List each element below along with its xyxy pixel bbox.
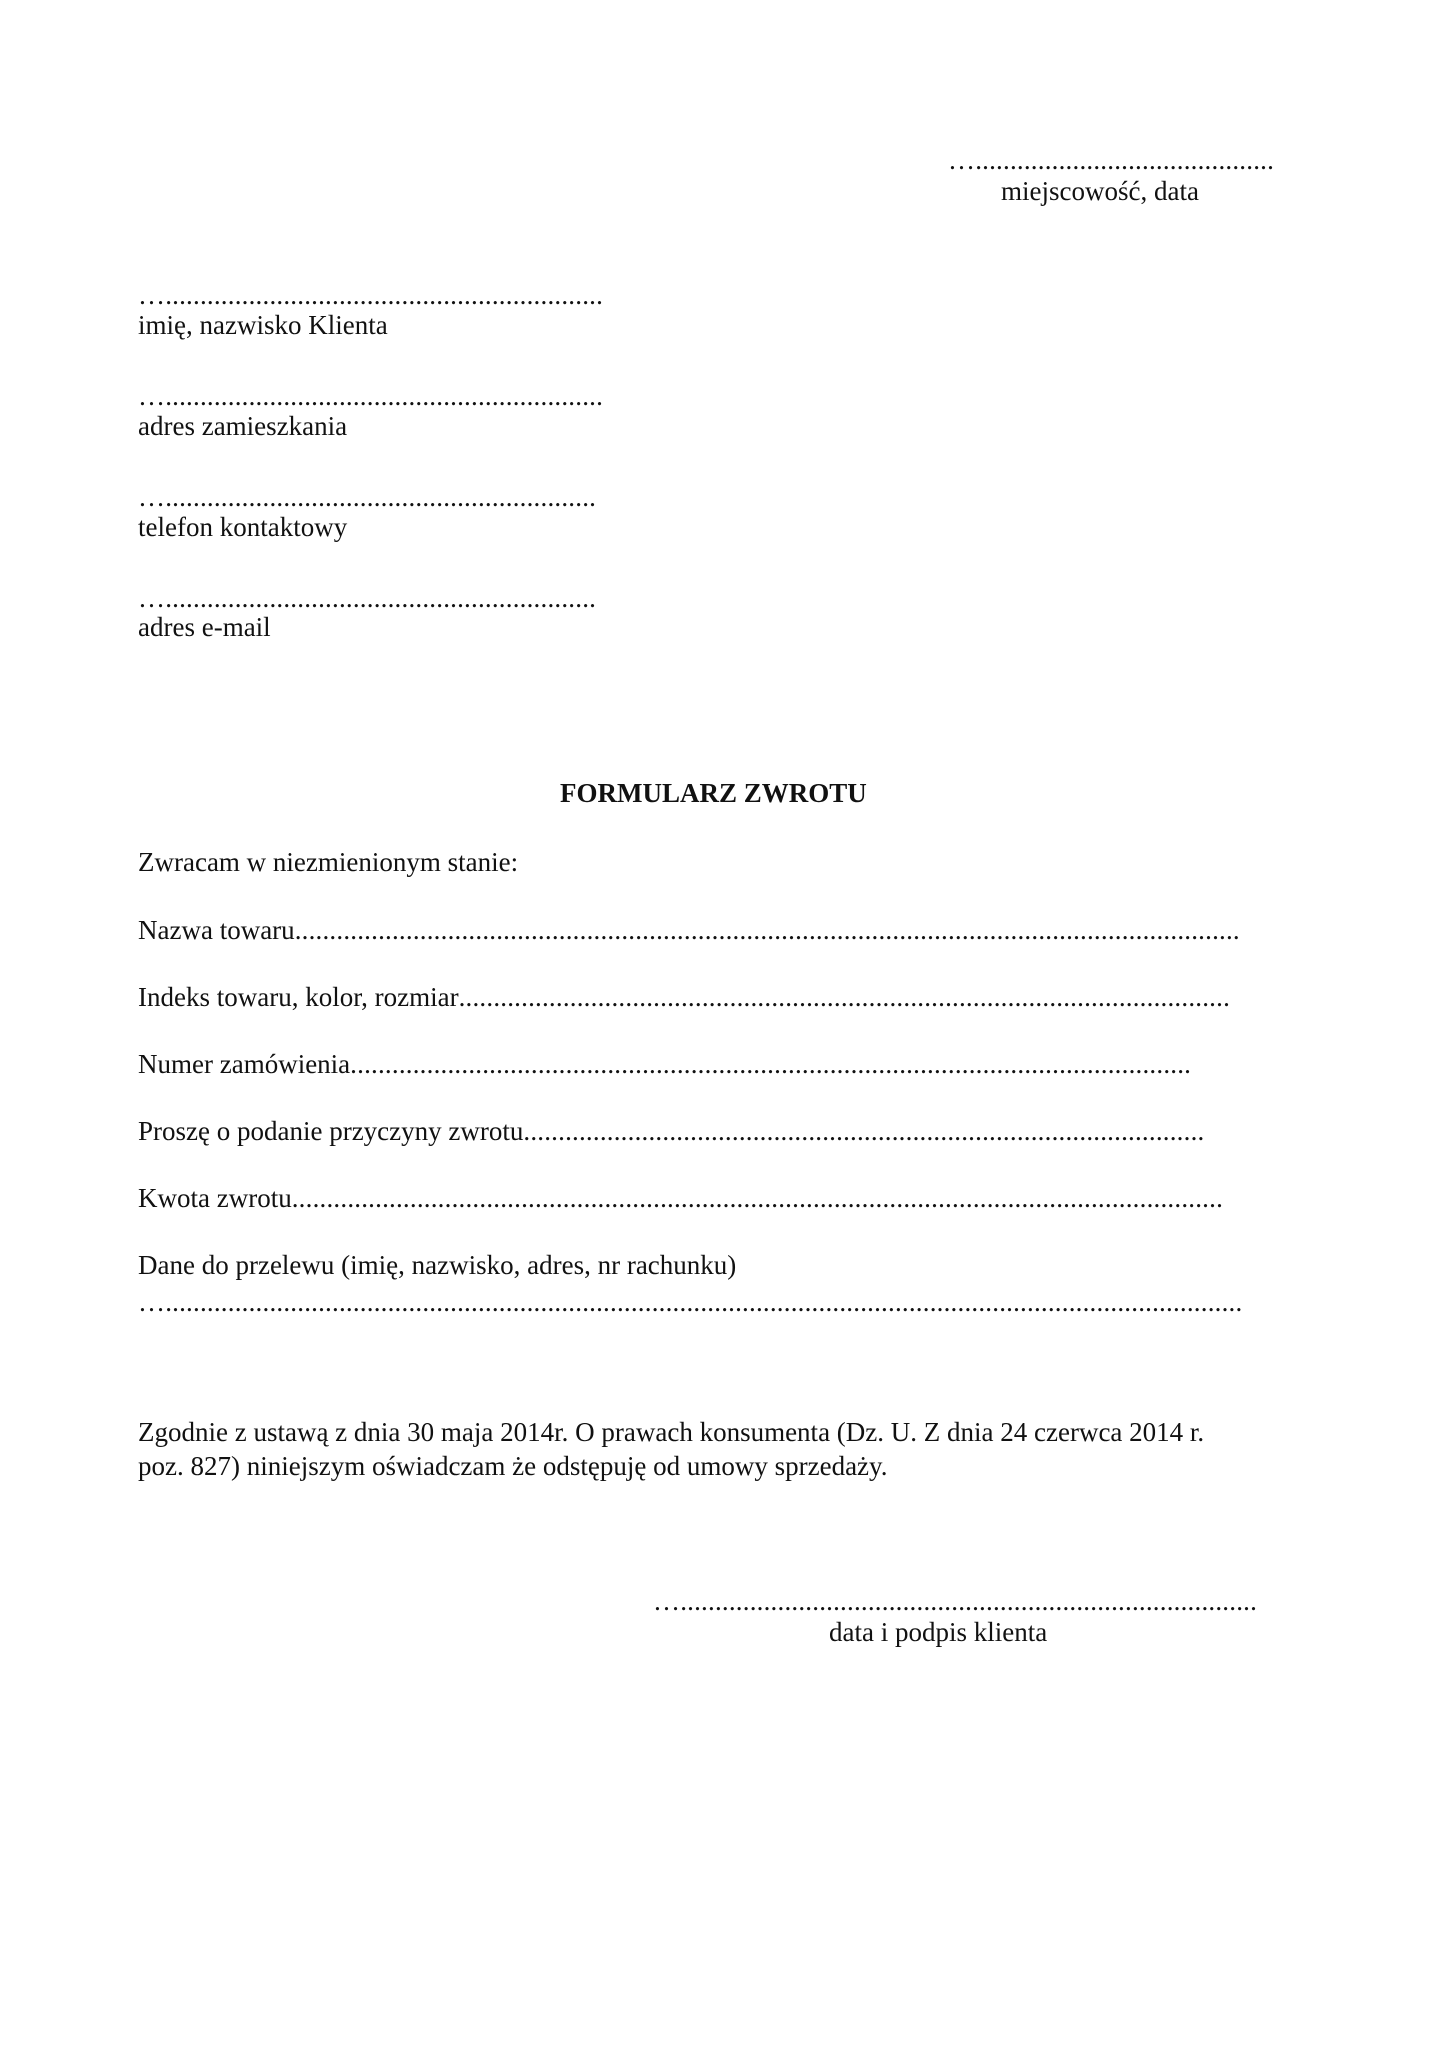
client-name-label: imię, nazwisko Klienta (138, 310, 388, 340)
refund-amount-row[interactable] (138, 1182, 1223, 1214)
signature-field[interactable]: …................................................................................... (653, 1586, 1258, 1616)
product-name-row[interactable] (138, 914, 1240, 946)
client-address-label: adres zamieszkania (138, 411, 348, 441)
statement-line-1: Zgodnie z ustawą z dnia 30 maja 2014r. O prawach konsumenta (Dz. U. Z dnia 24 czerwca 2014 r. (138, 1417, 1205, 1447)
client-address-field[interactable]: …............................................................... (138, 381, 604, 411)
statement-line-2: poz. 827) niniejszym oświadczam że odstępuję od umowy sprzedaży. (138, 1451, 888, 1481)
transfer-data-field[interactable]: …........................................................................................................................................................... (138, 1287, 1243, 1317)
order-number-label: Numer zamówienia (138, 1049, 351, 1079)
client-phone-field[interactable]: ….............................................................. (138, 482, 597, 512)
return-reason-label: Proszę o podanie przyczyny zwrotu (138, 1116, 524, 1146)
product-name-field[interactable]: ........................................................................................................................................ (294, 915, 1240, 945)
refund-amount-field[interactable]: ...................................................................................................................................... (291, 1183, 1224, 1213)
product-index-label: Indeks towaru, kolor, rozmiar (138, 982, 459, 1012)
place-date-field[interactable]: …........................................... (948, 145, 1275, 175)
client-email-label: adres e-mail (138, 612, 271, 642)
client-name-field[interactable]: …............................................................... (138, 280, 604, 310)
signature-label: data i podpis klienta (829, 1617, 1048, 1647)
return-reason-field[interactable]: .................................................................................................. (523, 1116, 1205, 1146)
order-number-field[interactable]: ......................................................................................................................... (350, 1049, 1192, 1079)
order-number-row[interactable] (138, 1048, 1191, 1080)
client-phone-label: telefon kontaktowy (138, 512, 348, 542)
transfer-data-label: Dane do przelewu (imię, nazwisko, adres, nr rachunku) (138, 1250, 737, 1280)
client-email-field[interactable]: ….............................................................. (138, 583, 597, 613)
product-index-field[interactable]: ............................................................................................................... (458, 982, 1231, 1012)
product-index-row[interactable] (138, 981, 1230, 1013)
refund-amount-label: Kwota zwrotu (138, 1183, 292, 1213)
product-name-label: Nazwa towaru (138, 915, 295, 945)
form-title: FORMULARZ ZWROTU (560, 778, 867, 808)
place-date-label: miejscowość, data (1001, 176, 1199, 206)
form-intro: Zwracam w niezmienionym stanie: (138, 847, 519, 877)
return-reason-row[interactable] (138, 1115, 1204, 1147)
